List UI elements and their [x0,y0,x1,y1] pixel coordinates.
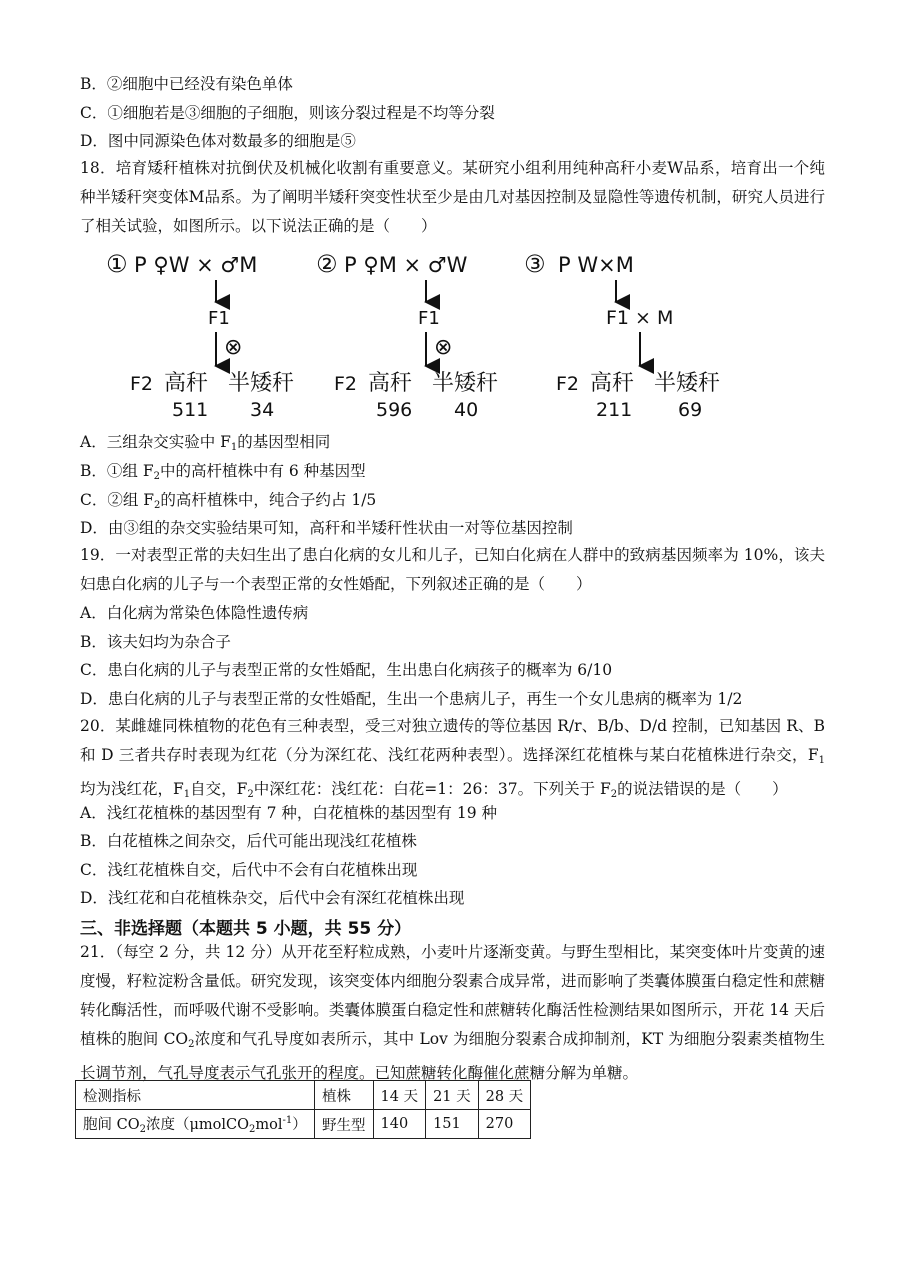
q19-option-a: A．白化病为常染色体隐性遗传病 [80,604,309,622]
q19-option-b: B．该夫妇均为杂合子 [80,633,231,651]
q20-stem: 20．某雌雄同株植物的花色有三种表型，受三对独立遗传的等位基因 R/r、B/b、D/d 控制，已知基因 R、B 和 D 三者共存时表现为红花（分为深红花、浅红花两种表型）。选择深红花植株与某白花植株进行杂交，$F_1$ 均为浅红花，$F_1$自交，$F_2$中深红花：浅红花：白花=1：26：37。下列关于 $F_2$的说法错误的是（ ） [80,717,825,800]
cross-3-label: ③ [524,250,546,278]
cross-2 [316,250,498,421]
cross-1-f1: F1 [208,308,230,329]
cross-1-label: ① [106,250,128,278]
q18-option-d: D．由③组的杂交实验结果可知，高秆和半矮秆性状由一对等位基因控制 [80,519,573,537]
table-row [76,1110,531,1139]
q17-option-b: B．②细胞中已经没有染色单体 [80,75,293,93]
table-header-cell: 植株 [315,1081,374,1110]
cross-1-selfing-icon: ⊗ [224,335,243,360]
q20-option-a: A．浅红花植株的基因型有 7 种，白花植株的基因型有 19 种 [80,804,497,822]
q18-option-b: B．①组 $F_2$中的高杆植株中有 6 种基因型 [80,462,366,482]
q19-option-d: D．患白化病的儿子与表型正常的女性婚配，生出一个患病儿子，再生一个女儿患病的概率为 1/2 [80,690,743,708]
cross-diagram [100,244,740,424]
q18-option-a: A．三组杂交实验中 $F_1$的基因型相同 [80,433,331,453]
cross-1-semi-label: 半矮秆 [228,371,295,396]
q18-stem: 18．培育矮秆植株对抗倒伏及机械化收割有重要意义。某研究小组利用纯种高秆小麦W品系，培育出一个纯种半矮秆突变体M品系。为了阐明半矮秆突变性状至少是由几对基因控制及显隐性等遗传机制，研究人员进行了相关试验，如图所示。以下说法正确的是（ ） [80,159,825,235]
cross-2-tall-label: 高秆 [368,371,413,396]
table-cell: 野生型 [315,1110,374,1139]
q21-table [75,1080,531,1139]
section-3-title: 三、非选择题（本题共 5 小题，共 55 分） [80,919,412,939]
cross-3-semi-count: 69 [678,399,703,421]
cross-2-f2-label: F2 [334,373,358,395]
table-header-row [76,1081,531,1110]
cross-2-selfing-icon: ⊗ [434,335,453,360]
q18-option-c: C．②组 $F_2$的高杆植株中，纯合子约占 1/5 [80,491,377,511]
cross-2-parents: P ♀M × ♂W [344,253,468,277]
cross-1-f2-label: F2 [130,373,154,395]
table-header-cell: 14 天 [373,1081,426,1110]
table-cell-label: 胞间 $CO_2$浓度（μmolCO$_2$mol$^{-1}$） [76,1110,315,1139]
table-cell: 270 [478,1110,531,1139]
q20-option-c: C．浅红花植株自交，后代中不会有白花植株出现 [80,861,418,879]
table-header-cell: 21 天 [426,1081,479,1110]
cross-3-tall-label: 高秆 [590,371,635,396]
cross-1-semi-count: 34 [250,399,275,421]
q20-option-d: D．浅红花和白花植株杂交，后代中会有深红花植株出现 [80,889,465,907]
q17-option-c: C．①细胞若是③细胞的子细胞，则该分裂过程是不均等分裂 [80,104,495,122]
cross-2-label: ② [316,250,338,278]
cross-3-semi-label: 半矮秆 [654,371,721,396]
table-cell: 140 [373,1110,426,1139]
cross-1-parents: P ♀W × ♂M [134,253,258,277]
q19-stem: 19．一对表型正常的夫妇生出了患白化病的女儿和儿子，已知白化病在人群中的致病基因频率为 10%，该夫妇患白化病的儿子与一个表型正常的女性婚配，下列叙述正确的是（ ） [80,546,825,593]
cross-1 [106,250,294,421]
cross-3-f2-label: F2 [556,373,580,395]
table-cell: 151 [426,1110,479,1139]
table-header-cell: 28 天 [478,1081,531,1110]
cross-3-f1: F1 × M [606,307,674,329]
cross-2-semi-count: 40 [454,399,479,421]
q19-option-c: C．患白化病的儿子与表型正常的女性婚配，生出患白化病孩子的概率为 6/10 [80,661,613,679]
q21-stem: 21．（每空 2 分，共 12 分）从开花至籽粒成熟，小麦叶片逐渐变黄。与野生型相比，某突变体叶片变黄的速度慢，籽粒淀粉含量低。研究发现，该突变体内细胞分裂素合成异常，进而影响了类囊体膜蛋白稳定性和蔗糖转化酶活性，而呼吸代谢不受影响。类囊体膜蛋白稳定性和蔗糖转化酶活性检测结果如图所示，开花 14 天后植株的胞间 $CO_2$浓度和气孔导度如表所示，其中 Lov 为细胞分裂素合成抑制剂，KT 为细胞分裂素类植物生长调节剂，气孔导度表示气孔张开的程度。已知蔗糖转化酶催化蔗糖分解为单糖。 [80,943,825,1082]
cross-2-semi-label: 半矮秆 [432,371,499,396]
q20-option-b: B．白花植株之间杂交，后代可能出现浅红花植株 [80,832,417,850]
table-header-cell: 检测指标 [76,1081,315,1110]
cross-3-tall-count: 211 [596,399,633,421]
cross-3 [524,250,720,421]
cross-1-tall-label: 高秆 [164,371,209,396]
cross-2-f1: F1 [418,308,440,329]
q17-option-d: D．图中同源染色体对数最多的细胞是⑤ [80,132,356,150]
cross-1-tall-count: 511 [172,399,209,421]
cross-3-parents: P W×M [558,253,634,277]
cross-2-tall-count: 596 [376,399,413,421]
